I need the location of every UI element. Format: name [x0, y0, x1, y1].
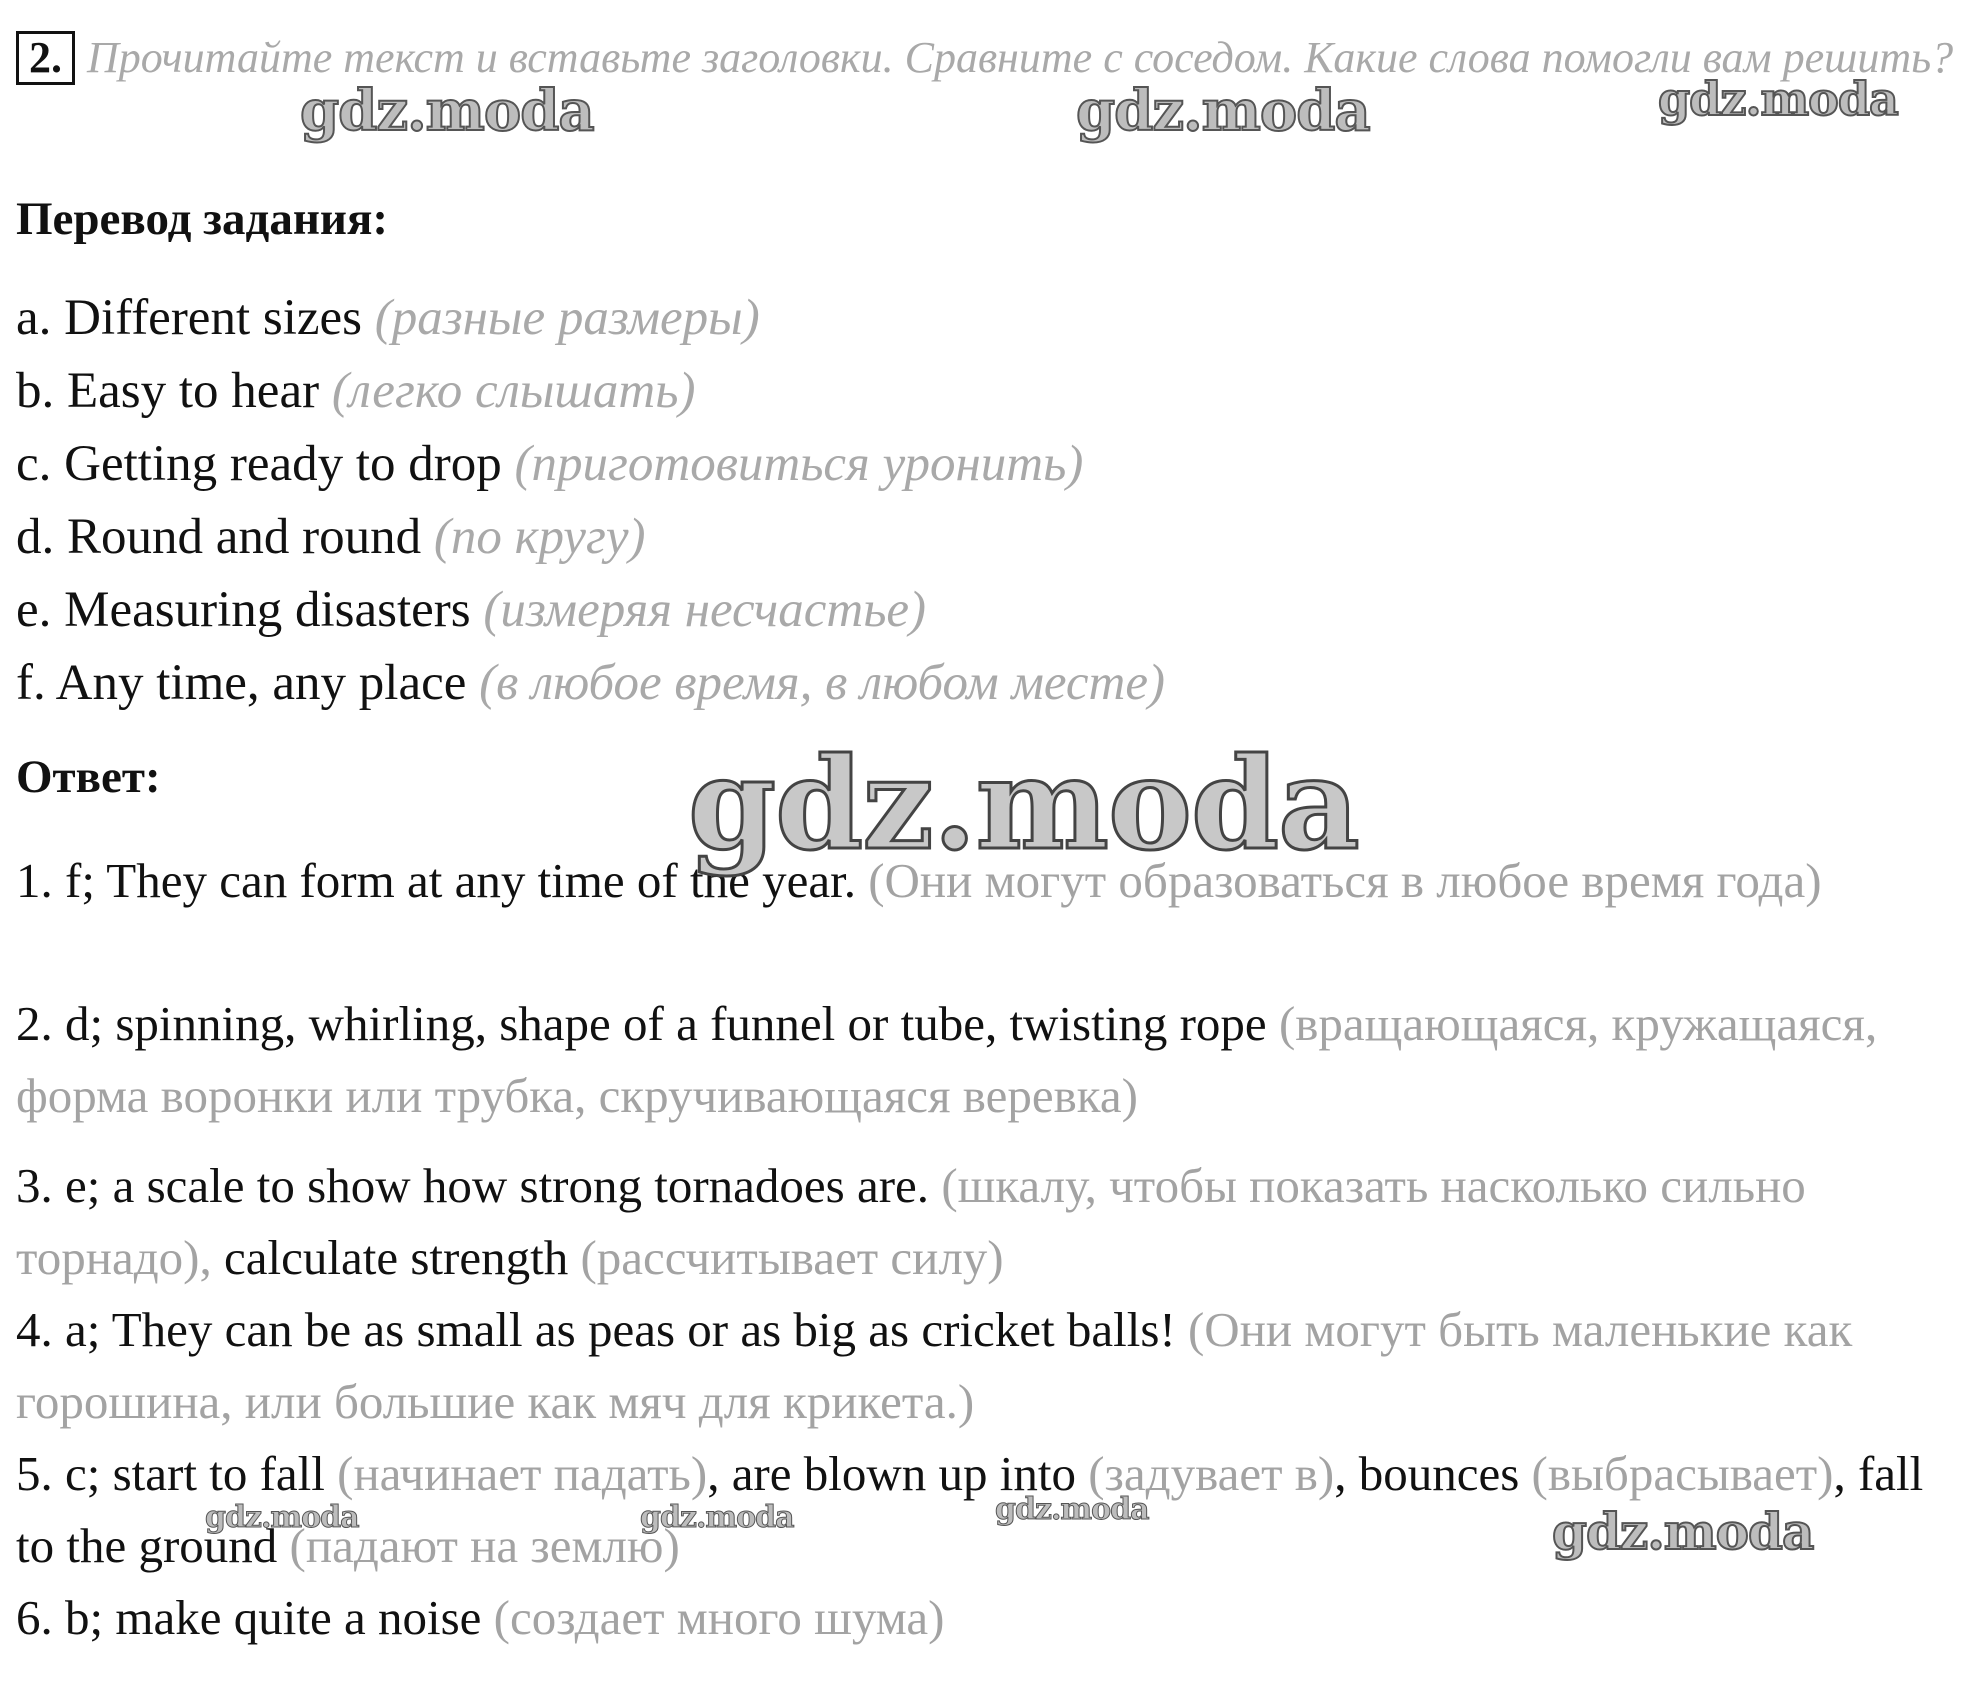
answer-en: 4. a; They can be as small as peas or as big as cricket balls! [16, 1302, 1176, 1357]
task-number: 2. [16, 31, 75, 85]
option-ru: (разные размеры) [374, 290, 760, 346]
watermark: gdz.moda [1552, 1502, 1814, 1561]
watermark: gdz.moda [205, 1500, 359, 1535]
option-en: e. Measuring disasters [16, 582, 471, 638]
answer-ru: (вращающаяся, кружащаяся, форма воронки или трубка, скручивающаяся веревка) [16, 996, 1878, 1123]
answer-item-2 [16, 988, 1946, 1132]
answer-ru: (задувает в) [1088, 1446, 1335, 1501]
option-en: c. Getting ready to drop [16, 436, 502, 492]
option-a [16, 282, 1165, 355]
answer-ru: (шкалу, чтобы показать насколько сильно торнадо), [16, 1158, 1806, 1285]
watermark: gdz.moda [300, 78, 594, 144]
answer-en: 2. d; spinning, whirling, shape of a funnel or tube, twisting rope [16, 996, 1267, 1051]
answer-ru: (Они могут образоваться в любое время года) [868, 853, 1822, 908]
answer-item-3 [16, 1150, 1946, 1294]
option-c [16, 428, 1165, 501]
option-en: d. Round and round [16, 509, 422, 565]
answer-item-1 [16, 845, 1946, 917]
translation-heading: Перевод задания: [16, 193, 389, 245]
watermark: gdz.moda [640, 1500, 794, 1535]
option-ru: (измеряя несчастье) [483, 582, 927, 638]
option-en: a. Different sizes [16, 290, 362, 346]
answer-en: 3. e; a scale to show how strong tornadoes are. [16, 1158, 930, 1213]
watermark: gdz.moda [1076, 78, 1370, 144]
option-en: f. Any time, any place [16, 655, 467, 711]
answer-ru: (падают на землю) [289, 1518, 680, 1573]
watermark: gdz.moda [688, 730, 1359, 878]
option-d [16, 501, 1165, 574]
option-b [16, 355, 1165, 428]
option-f [16, 647, 1165, 720]
watermark: gdz.moda [995, 1492, 1149, 1527]
answer-en: , are blown up into [707, 1446, 1076, 1501]
watermark: gdz.moda [1658, 72, 1898, 126]
task-instruction-text: Прочитайте текст и вставьте заголовки. Сравните с соседом. Какие слова помогли вам решить? [87, 33, 1954, 82]
option-ru: (по кругу) [433, 509, 646, 565]
answer-heading: Ответ: [16, 751, 161, 803]
answer-ru: (начинает падать) [337, 1446, 708, 1501]
task-instruction [16, 26, 1956, 90]
option-ru: (легко слышать) [331, 363, 696, 419]
answer-ru: (создает много шума) [493, 1590, 945, 1645]
answer-ru: (Они могут быть маленькие как горошина, или большие как мяч для крикета.) [16, 1302, 1853, 1429]
answer-en: calculate strength [224, 1230, 569, 1285]
answer-item-5 [16, 1438, 1946, 1582]
option-en: b. Easy to hear [16, 363, 320, 419]
answer-item-6 [16, 1582, 1946, 1654]
translation-options [16, 282, 1165, 720]
answer-en: 1. f; They can form at any time of the year. [16, 853, 856, 908]
answer-en: , bounces [1334, 1446, 1520, 1501]
option-ru: (в любое время, в любом месте) [479, 655, 1165, 711]
answer-en: , fall to the ground [16, 1446, 1924, 1573]
answer-en: 5. c; start to fall [16, 1446, 325, 1501]
option-ru: (приготовиться уронить) [514, 436, 1084, 492]
answer-en: 6. b; make quite a noise [16, 1590, 482, 1645]
option-e [16, 574, 1165, 647]
answer-ru: (выбрасывает) [1531, 1446, 1834, 1501]
answer-item-4 [16, 1294, 1946, 1438]
answer-ru: (рассчитывает силу) [580, 1230, 1004, 1285]
